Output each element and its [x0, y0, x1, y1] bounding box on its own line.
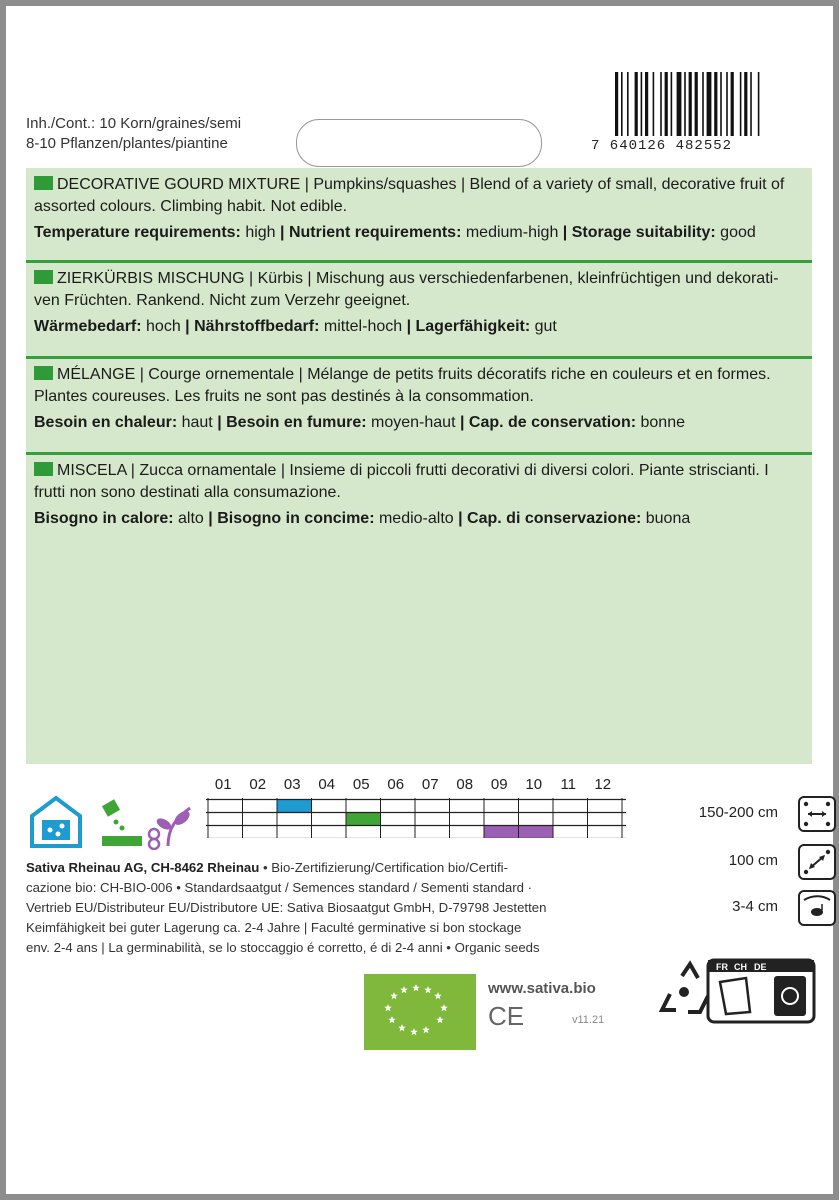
plant-spacing-row — [636, 796, 836, 832]
description-line-1: MISCELA | Zucca ornamentale | Insieme di piccoli frutti decorativi di diversi colori. Piante striscianti. I — [57, 462, 769, 479]
requirement-label: Besoin en chaleur: — [34, 414, 178, 431]
row-spacing-value: 100 cm — [728, 852, 778, 869]
sowing-depth-value: 3-4 cm — [732, 898, 778, 915]
version-label: v11.21 — [572, 1014, 605, 1026]
month-label: 09 — [490, 776, 508, 793]
month-label: 02 — [249, 776, 267, 793]
requirement-value: good — [715, 224, 756, 241]
description-line-2: Plantes coureuses. Les fruits ne sont pas destinés à la consommation. — [34, 388, 534, 405]
plant-spacing-value: 150-200 cm — [698, 804, 778, 821]
hang-slot — [296, 119, 542, 167]
calendar-cell-active — [346, 813, 381, 825]
requirement-value: gut — [530, 318, 557, 335]
requirement-label: | Nährstoffbedarf: — [185, 318, 320, 335]
legal-line: Keimfähigkeit bei guter Lagerung ca. 2-4 Jahre | Faculté germinative si bon stockage — [26, 920, 522, 935]
requirement-value: hoch — [141, 318, 186, 335]
requirement-label: | Storage suitability: — [562, 224, 716, 241]
ce-mark: CE — [488, 1001, 525, 1031]
paper-bin-icon — [720, 978, 750, 1014]
website-link[interactable]: www.sativa.bio — [488, 980, 596, 997]
legal-line: cazione bio: CH-BIO-006 • Standardsaatgut / Semences standard / Sementi standard · — [26, 880, 533, 895]
row-spacing-row — [636, 844, 836, 880]
month-label: 03 — [283, 776, 301, 793]
requirement-label: | Besoin en fumure: — [217, 414, 367, 431]
eu-organic-logo — [364, 974, 476, 1050]
seed-packet-back — [6, 6, 833, 1194]
description-line-1: ZIERKÜRBIS MISCHUNG | Kürbis | Mischung aus verschiedenfarbenen, kleinfrüchtigen und dekorati- — [57, 270, 779, 287]
country-code: DE — [754, 962, 767, 972]
month-label: 04 — [318, 776, 336, 793]
requirement-value: medium-high — [461, 224, 563, 241]
requirement-label: | Nutrient requirements: — [280, 224, 462, 241]
requirement-value: mittel-hoch — [319, 318, 407, 335]
outdoor-sowing-icon — [102, 799, 142, 846]
description-line-2: assorted colours. Climbing habit. Not edible. — [34, 198, 348, 215]
requirement-value: medio-alto — [374, 510, 459, 527]
section-divider — [26, 356, 812, 359]
harvest-icon — [149, 808, 192, 849]
row-spacing-icon — [798, 844, 836, 880]
month-label: 12 — [594, 776, 612, 793]
requirements-row — [34, 508, 806, 530]
legal-line: Vertrieb EU/Distributeur EU/Distributore UE: Sativa Biosaatgut GmbH, D-79798 Jestetten — [26, 900, 547, 915]
section-divider — [26, 452, 812, 455]
section-divider — [26, 260, 812, 263]
description-panel — [26, 168, 812, 764]
calendar-cell-active — [519, 826, 554, 838]
month-label: 08 — [456, 776, 474, 793]
sowing-calendar-grid — [206, 798, 626, 838]
requirements-row — [34, 316, 806, 338]
legal-line: • Bio-Zertifizierung/Certification bio/Certifi- — [259, 860, 508, 875]
recycle-arrows-icon — [662, 964, 708, 1012]
description-line-2: ven Früchten. Rankend. Nicht zum Verzehr geeignet. — [34, 292, 411, 309]
month-label: 01 — [214, 776, 232, 793]
month-label: 05 — [352, 776, 370, 793]
legal-line: env. 2-4 ans | La germinabilità, se lo stoccaggio é corretto, é di 2-4 anni • Organic seeds — [26, 940, 540, 955]
calendar-cell-active — [484, 826, 519, 838]
requirement-value: alto — [173, 510, 209, 527]
month-label: 10 — [525, 776, 543, 793]
sowing-depth-row — [636, 890, 836, 926]
description-line-2: frutti non sono destinati alla consumazione. — [34, 484, 341, 501]
sowing-depth-icon — [798, 890, 836, 926]
requirement-label: Wärmebedarf: — [34, 318, 142, 335]
requirements-row — [34, 222, 806, 244]
plant-spacing-icon — [798, 796, 836, 832]
requirement-value: high — [240, 224, 281, 241]
description-line-1: DECORATIVE GOURD MIXTURE | Pumpkins/squashes | Blend of a variety of small, decorative fruit of — [57, 176, 785, 193]
section-german — [34, 268, 806, 338]
indoor-sowing-icon — [32, 798, 80, 846]
requirement-label: | Cap. di conservazione: — [458, 510, 642, 527]
barcode-digits: 7 640126 482552 — [591, 138, 733, 154]
country-code: FR — [716, 962, 728, 972]
requirement-value: bonne — [636, 414, 685, 431]
requirement-label: Temperature requirements: — [34, 224, 241, 241]
requirement-value: moyen-haut — [366, 414, 460, 431]
section-french — [34, 364, 806, 434]
green-square-icon — [34, 366, 53, 380]
contents-line-1: Inh./Cont.: 10 Korn/graines/semi — [26, 115, 242, 132]
description-line-1: MÉLANGE | Courge ornementale | Mélange de petits fruits décoratifs riche en couleurs et en formes. — [57, 366, 771, 383]
recycling-info — [656, 956, 816, 1026]
green-square-icon — [34, 270, 53, 284]
requirement-label: Bisogno in calore: — [34, 510, 174, 527]
section-english — [34, 174, 806, 244]
legal-info — [26, 858, 646, 958]
requirements-row — [34, 412, 806, 434]
requirement-label: | Lagerfähigkeit: — [406, 318, 531, 335]
month-label: 11 — [560, 776, 577, 793]
company-name: Sativa Rheinau AG, CH-8462 Rheinau — [26, 860, 260, 875]
requirement-value: haut — [177, 414, 218, 431]
month-header — [206, 776, 620, 793]
green-square-icon — [34, 176, 53, 190]
country-code: CH — [734, 962, 747, 972]
requirement-label: | Bisogno in concime: — [208, 510, 375, 527]
green-square-icon — [34, 462, 53, 476]
month-label: 06 — [387, 776, 405, 793]
contents-info — [26, 114, 241, 154]
month-label: 07 — [421, 776, 439, 793]
requirement-label: | Cap. de conservation: — [459, 414, 637, 431]
calendar-cell-active — [277, 800, 312, 812]
requirement-value: buona — [641, 510, 691, 527]
sowing-method-icons — [28, 794, 196, 850]
waste-bin-icon — [774, 976, 806, 1016]
section-italian — [34, 460, 806, 530]
contents-line-2: 8-10 Pflanzen/plantes/piantine — [26, 135, 228, 152]
